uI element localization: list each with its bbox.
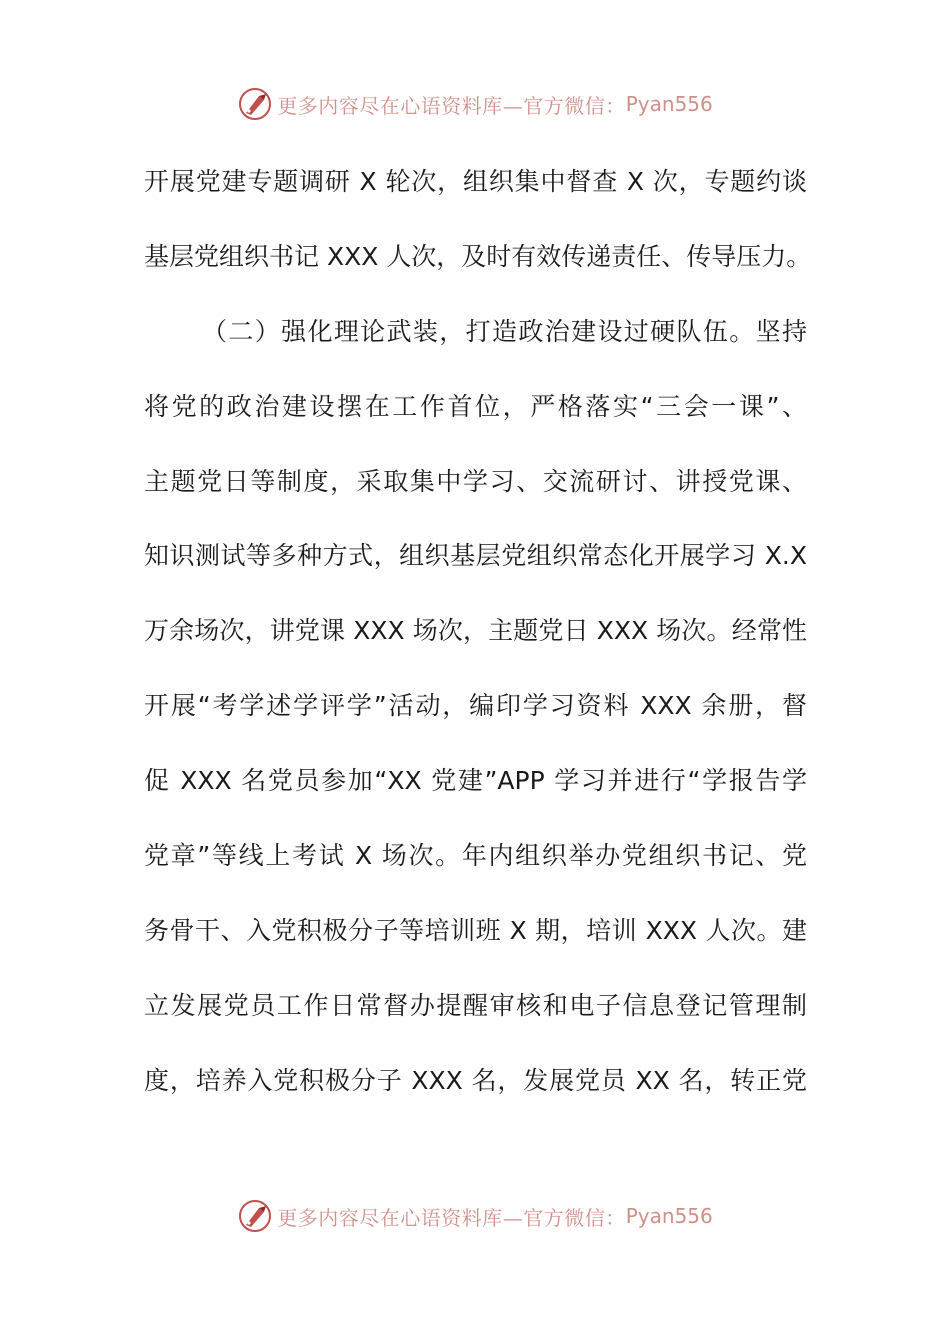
body-line-2: 基层党组织书记 XXX 人次，及时有效传递责任、传导压力。 [144,241,812,271]
watermark-wechat-id: Pyan556 [625,92,713,116]
section-heading-line: （二）强化理论武装，打造政治建设过硬队伍。坚持 [202,316,807,346]
watermark-text: 更多内容尽在心语资料库—官方微信： [277,93,626,118]
pen-nib-logo-icon [237,1198,273,1234]
body-line-1: 开展党建专题调研 X 轮次，组织集中督查 X 次，专题约谈 [144,167,807,196]
body-line-4: 将党的政治建设摆在工作首位，严格落实“三会一课”、 [144,391,807,421]
body-line-7: 万余场次，讲党课 XXX 场次，主题党日 XXX 场次。经常性 [144,616,807,646]
body-line-8: 开展“考学述学评学”活动，编印学习资料 XXX 余册，督 [144,691,807,721]
body-line-13: 度，培养入党积极分子 XXX 名，发展党员 XX 名，转正党 [144,1065,807,1095]
document-body [144,145,812,1119]
header-watermark [0,84,950,124]
watermark-wechat-id: Pyan556 [625,1204,713,1228]
body-line-6: 知识测试等多种方式，组织基层党组织常态化开展学习 X.X [144,541,807,571]
body-line-9: 促 XXX 名党员参加“XX 党建”APP 学习并进行“学报告学 [144,766,807,796]
watermark-text: 更多内容尽在心语资料库—官方微信： [277,1205,626,1230]
footer-watermark [0,1196,950,1236]
body-line-12: 立发展党员工作日常督办提醒审核和电子信息登记管理制 [144,990,807,1020]
pen-nib-logo-icon [237,86,273,122]
body-line-5: 主题党日等制度，采取集中学习、交流研讨、讲授党课、 [144,466,807,496]
body-line-10: 党章”等线上考试 X 场次。年内组织举办党组织书记、党 [144,841,807,871]
body-line-11: 务骨干、入党积极分子等培训班 X 期，培训 XXX 人次。建 [144,915,807,945]
